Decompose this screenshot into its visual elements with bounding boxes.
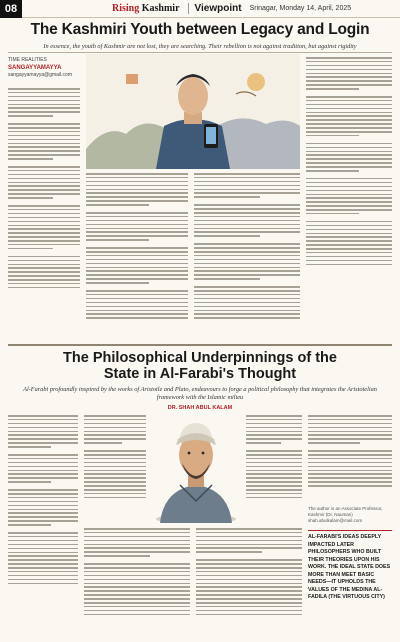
byline-label: TIME REALITIES: [8, 57, 47, 63]
newspaper-brand: [112, 3, 180, 14]
brand-kashmir: Kashmir: [141, 3, 180, 14]
author-email: sangayyamayya@gmail.com: [8, 72, 72, 78]
article2-byline: DR. SHAH ABUL KALAM: [167, 405, 233, 411]
article2-column-2-top: [84, 415, 146, 523]
article1-column-4: [306, 57, 392, 340]
pull-quote-text: AL-FARABI'S IDEAS DEEPLY IMPACTED LATER PHILOSOPHERS WHO BUILT THEIR THEORIES UPON HIS WORK. THE IDEAL STATE DOES MORE THAN MEET BASIC NEEDS—IT UPHOLDS THE VALUES OF THE MEDINA AL-FADILA (THE VIRTUOUS CITY): [308, 534, 391, 600]
pull-quote: [308, 530, 392, 602]
author-name: SANGAYYAMAYYA: [8, 65, 62, 71]
article1-headline: The Kashmiri Youth between Legacy and Login: [30, 21, 370, 38]
divider: [8, 52, 392, 53]
dateline: Srinagar, Monday 14, April, 2025: [249, 5, 352, 12]
section-divider: [8, 344, 392, 346]
article1-subhead: In essence, the youth of Kashmir are not lost, they are searching. Their rebellion is not against tradition, but against rigidity: [43, 43, 357, 50]
author-note: The author is an Associate Professor, Kashmir (Dr. Nauman) shah.abulkalam@mail.com: [308, 506, 383, 523]
article1-byline: [8, 57, 80, 78]
article2-headline-line2: State in Al-Farabi's Thought: [103, 366, 297, 382]
article2-headline: [8, 350, 392, 382]
article2-column-2-bottom: [84, 528, 190, 637]
article2-headline-line1: The Philosophical Underpinnings of the: [63, 350, 337, 366]
philosopher-bust-illustration: [150, 415, 242, 523]
author-note-box: [308, 506, 392, 524]
article1-column-3: [194, 173, 300, 340]
youth-illustration: [86, 54, 300, 169]
article2-column-1: [8, 415, 78, 637]
article2-column-3-top: [246, 415, 302, 523]
article2-column-3-bottom: [196, 528, 302, 637]
article2-column-4: [308, 415, 392, 503]
page-number: 08: [0, 0, 22, 18]
article1-column-2: [86, 173, 188, 340]
article1-column-1: [8, 88, 80, 340]
brand-rising: Rising: [112, 3, 142, 14]
masthead: [0, 0, 400, 18]
article2-subhead: Al-Farabi profoundly inspired by the works of Aristotle and Plato, endeavours to forge a political philosophy that integrates the Aristotelian framework with the Islamic milieu: [23, 386, 377, 401]
section-label: Viewpoint: [188, 3, 242, 14]
